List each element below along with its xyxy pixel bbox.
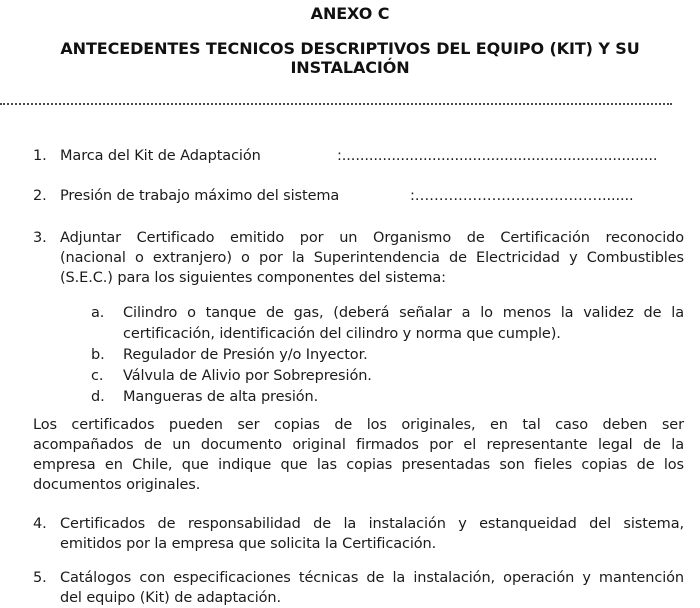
sub-item-text-line: Regulador de Presión y/o Inyector. (123, 347, 368, 363)
note-text-line: empresa en Chile, que indique que las copias presentadas son fieles copias de los (33, 457, 684, 473)
item-label: Marca del Kit de Adaptación (60, 148, 261, 164)
numbered-item-1 (33, 146, 684, 166)
numbered-item-2 (33, 186, 684, 206)
dotted-fill-line: :...................................................................... (337, 148, 658, 164)
dotted-fill-line: :…………………………………....... (410, 188, 634, 204)
sub-item-c (91, 366, 684, 387)
numbered-item-4 (33, 514, 684, 554)
main-title-line-2: INSTALACIÓN (290, 58, 410, 77)
item-number: 3. (33, 230, 47, 246)
item-text-line: Adjuntar Certificado emitido por un Organismo de Certificación reconocido (60, 230, 684, 246)
item-number: 2. (33, 188, 47, 204)
sub-item-letter: a. (91, 305, 105, 321)
sub-item-b (91, 345, 684, 366)
sub-item-text-line: Mangueras de alta presión. (123, 389, 319, 405)
sub-item-letter: c. (91, 368, 104, 384)
main-title (0, 39, 700, 77)
item-text-line: Certificados de responsabilidad de la instalación y estanqueidad del sistema, (60, 516, 684, 532)
item-text-line: del equipo (Kit) de adaptación. (60, 590, 281, 606)
item-number: 5. (33, 570, 47, 586)
sub-item-text-line: certificación, identificación del cilindro y norma que cumple). (123, 326, 561, 342)
dotted-divider (0, 103, 672, 105)
item-label: Presión de trabajo máximo del sistema (60, 188, 340, 204)
sub-item-letter: d. (91, 389, 105, 405)
item-text-line: (S.E.C.) para los siguientes componentes del sistema: (60, 270, 446, 286)
annex-title: ANEXO C (310, 4, 390, 23)
item-text-line: Catálogos con especificaciones técnicas de la instalación, operación y mantención (60, 570, 684, 586)
note-text-line: acompañados de un documento original firmados por el representante legal de la (33, 437, 684, 453)
sub-item-letter: b. (91, 347, 105, 363)
sub-item-d (91, 387, 684, 408)
sub-item-text-line: Cilindro o tanque de gas, (deberá señalar a lo menos la validez de la (123, 305, 684, 321)
certificates-note-paragraph (33, 415, 684, 495)
item-number: 1. (33, 148, 47, 164)
item-number: 4. (33, 516, 47, 532)
sub-item-text-line: Válvula de Alivio por Sobrepresión. (123, 368, 372, 384)
note-text-line: Los certificados pueden ser copias de los originales, en tal caso deben ser (33, 417, 684, 433)
item-text-line: emitidos por la empresa que solicita la Certificación. (60, 536, 437, 552)
item-text-line: (nacional o extranjero) o por la Superintendencia de Electricidad y Combustibles (60, 250, 684, 266)
sub-item-a (91, 303, 684, 345)
note-text-line: documentos originales. (33, 477, 201, 493)
numbered-item-3 (33, 228, 684, 288)
numbered-item-5 (33, 568, 684, 608)
main-title-line-1: ANTECEDENTES TECNICOS DESCRIPTIVOS DEL EQUIPO (KIT) Y SU (60, 39, 640, 58)
component-sub-list (91, 303, 684, 408)
